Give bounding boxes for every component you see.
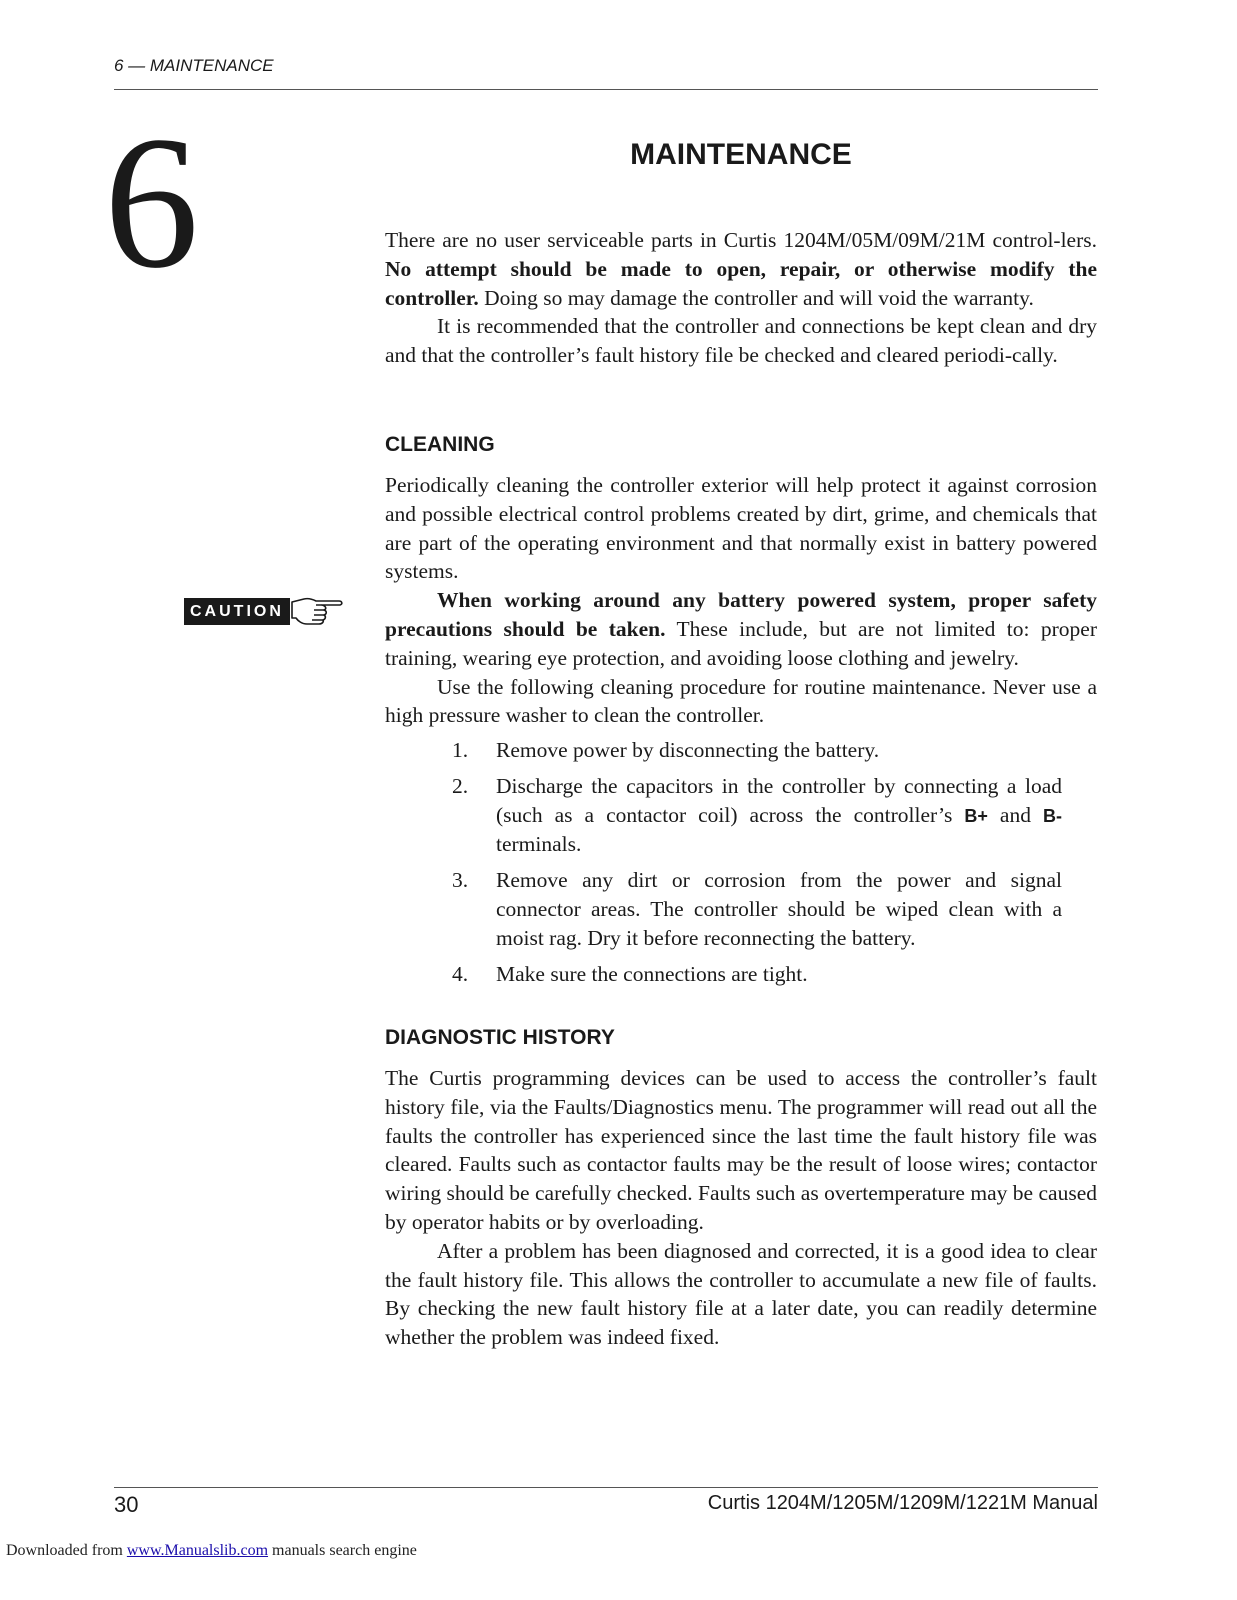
intro-p1-text: There are no user serviceable parts in Curtis 1204M/05M/09M/21M control-lers.: [385, 228, 1097, 252]
intro-paragraph-1: [385, 226, 1097, 312]
diagnostic-body: [385, 1064, 1097, 1352]
caution-label: CAUTION: [184, 598, 290, 625]
step-text: Remove any dirt or corrosion from the power and signal connector areas. The controller should be wiped clean with a moist rag. Dry it before reconnecting the battery.: [496, 868, 1062, 950]
intro-paragraph-2: It is recommended that the controller and connections be kept clean and dry and that the controller’s fault history file be checked and cleared periodi-cally.: [385, 314, 1097, 368]
step-text-part: Discharge the capacitors in the controller by connecting a load (such as a contactor coil) across the controller’s: [496, 773, 1062, 827]
list-item: [452, 736, 1062, 765]
intro-p1-text-end: Doing so may damage the controller and will void the warranty.: [478, 285, 1034, 310]
manual-title: Curtis 1204M/1205M/1209M/1221M Manual: [707, 1492, 1098, 1514]
list-item: [452, 772, 1062, 859]
step-text-part: and: [987, 802, 1043, 827]
step-number: 2.: [452, 773, 469, 798]
header-rule: [114, 89, 1098, 90]
cleaning-paragraph-3: Use the following cleaning procedure for routine maintenance. Never use a high pressure washer to clean the controller.: [385, 674, 1097, 728]
chapter-number: 6: [104, 98, 199, 308]
page-number: 30: [114, 1492, 139, 1517]
diagnostic-paragraph-1: The Curtis programming devices can be used to access the controller’s fault history file, via the Faults/Diagnostics menu. The programmer will read out all the faults the controller has experienced since the last time the fault history file was cleared. Faults such as contactor faults may be the result of loose wires; contactor wiring should be carefully checked. Faults such as overtemperature may be caused by operator habits or by overloading.: [385, 1066, 1097, 1234]
pointing-hand-icon: [290, 594, 344, 628]
diagnostic-heading: DIAGNOSTIC HISTORY: [385, 1026, 615, 1049]
step-text: [496, 772, 1062, 859]
terminal-b-plus: B+: [964, 805, 988, 826]
safety-text: These include, but are not limited to: proper training, wearing eye protection, and avoiding loose clothing and jewelry.: [385, 616, 1097, 670]
running-head: 6 — MAINTENANCE: [114, 56, 274, 75]
cleaning-paragraph-2: [385, 586, 1097, 672]
cleaning-body: [385, 471, 1097, 730]
step-number: 1.: [452, 738, 469, 762]
caution-marker: [184, 594, 344, 628]
intro-section: [385, 226, 1097, 370]
chapter-title: MAINTENANCE: [630, 138, 852, 171]
step-text: Remove power by disconnecting the battery.: [496, 738, 880, 762]
download-suffix: manuals search engine: [268, 1542, 417, 1559]
download-notice: [6, 1542, 417, 1560]
download-prefix: Downloaded from: [6, 1542, 127, 1559]
list-item: [452, 866, 1062, 952]
safety-warning: When working around any battery powered system, proper safety precautions should be taken.: [385, 588, 1097, 641]
list-item: [452, 960, 1062, 989]
cleaning-steps: [452, 736, 1062, 995]
cleaning-heading: CLEANING: [385, 433, 495, 456]
step-text-part: terminals.: [496, 832, 582, 857]
intro-p1-warning: No attempt should be made to open, repair, or otherwise modify the controller.: [385, 256, 1097, 310]
footer-rule: [114, 1487, 1098, 1488]
step-text: Make sure the connections are tight.: [496, 961, 808, 986]
step-number: 4.: [452, 961, 469, 986]
manualslib-link[interactable]: www.Manualslib.com: [126, 1542, 269, 1559]
diagnostic-paragraph-2: After a problem has been diagnosed and corrected, it is a good idea to clear the fault history file. This allows the controller to accumulate a new file of faults. By checking the new fault history file at a later date, you can readily determine whether the problem was indeed fixed.: [385, 1238, 1097, 1350]
cleaning-paragraph-1: Periodically cleaning the controller exterior will help protect it against corrosion and possible electrical control problems created by dirt, grime, and chemicals that are part of the operating environment and that normally exist in battery powered systems.: [385, 473, 1097, 584]
terminal-b-minus: B-: [1043, 805, 1062, 826]
step-number: 3.: [452, 868, 469, 893]
